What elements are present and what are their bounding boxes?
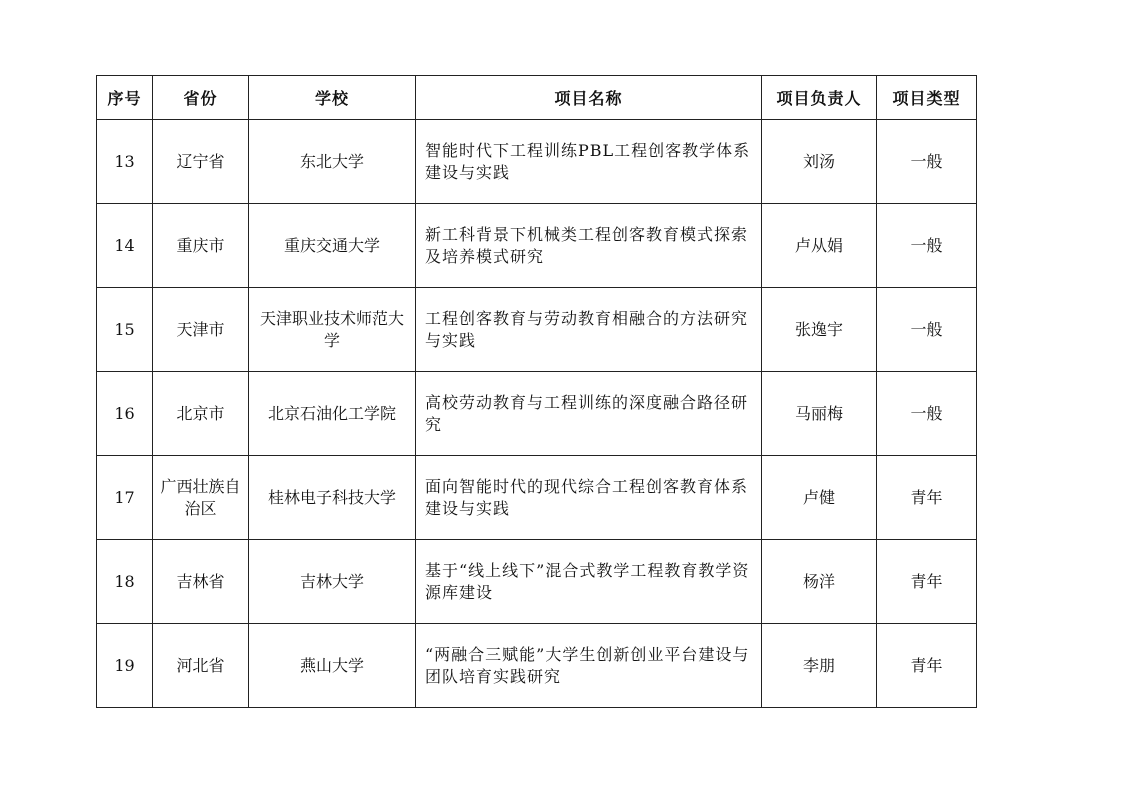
cell-number: 17 [97,456,153,540]
cell-project-leader: 刘汤 [762,120,877,204]
header-province: 省份 [153,76,249,120]
cell-project-type: 一般 [877,120,977,204]
header-school: 学校 [249,76,416,120]
table-row [97,120,977,204]
cell-project-type: 青年 [877,624,977,708]
cell-school: 天津职业技术师范大学 [249,288,416,372]
header-project-name: 项目名称 [416,76,762,120]
cell-school: 东北大学 [249,120,416,204]
cell-project-name: 智能时代下工程训练PBL工程创客教学体系建设与实践 [416,120,762,204]
cell-province: 重庆市 [153,204,249,288]
cell-number: 16 [97,372,153,456]
cell-province: 河北省 [153,624,249,708]
cell-project-leader: 卢健 [762,456,877,540]
cell-school: 重庆交通大学 [249,204,416,288]
cell-province: 广西壮族自治区 [153,456,249,540]
cell-project-type: 一般 [877,288,977,372]
cell-project-type: 青年 [877,456,977,540]
cell-school: 燕山大学 [249,624,416,708]
table-row [97,456,977,540]
cell-project-name: 基于“线上线下”混合式教学工程教育教学资源库建设 [416,540,762,624]
cell-project-name: 工程创客教育与劳动教育相融合的方法研究与实践 [416,288,762,372]
cell-project-leader: 马丽梅 [762,372,877,456]
cell-school: 吉林大学 [249,540,416,624]
cell-project-name: 面向智能时代的现代综合工程创客教育体系建设与实践 [416,456,762,540]
cell-number: 13 [97,120,153,204]
cell-province: 吉林省 [153,540,249,624]
table-row [97,288,977,372]
cell-project-name: “两融合三赋能”大学生创新创业平台建设与团队培育实践研究 [416,624,762,708]
cell-project-name: 新工科背景下机械类工程创客教育模式探索及培养模式研究 [416,204,762,288]
table-row [97,624,977,708]
cell-school: 北京石油化工学院 [249,372,416,456]
header-project-type: 项目类型 [877,76,977,120]
cell-province: 辽宁省 [153,120,249,204]
cell-number: 14 [97,204,153,288]
cell-project-leader: 张逸宇 [762,288,877,372]
cell-number: 15 [97,288,153,372]
table-row [97,540,977,624]
project-table [96,75,977,708]
table-row [97,204,977,288]
cell-project-leader: 杨洋 [762,540,877,624]
cell-number: 18 [97,540,153,624]
cell-project-type: 青年 [877,540,977,624]
cell-project-type: 一般 [877,204,977,288]
cell-project-leader: 李朋 [762,624,877,708]
header-project-leader: 项目负责人 [762,76,877,120]
cell-number: 19 [97,624,153,708]
cell-school: 桂林电子科技大学 [249,456,416,540]
table-header-row [97,76,977,120]
cell-province: 天津市 [153,288,249,372]
cell-project-type: 一般 [877,372,977,456]
cell-project-name: 高校劳动教育与工程训练的深度融合路径研究 [416,372,762,456]
table-row [97,372,977,456]
cell-province: 北京市 [153,372,249,456]
cell-project-leader: 卢从娟 [762,204,877,288]
header-number: 序号 [97,76,153,120]
